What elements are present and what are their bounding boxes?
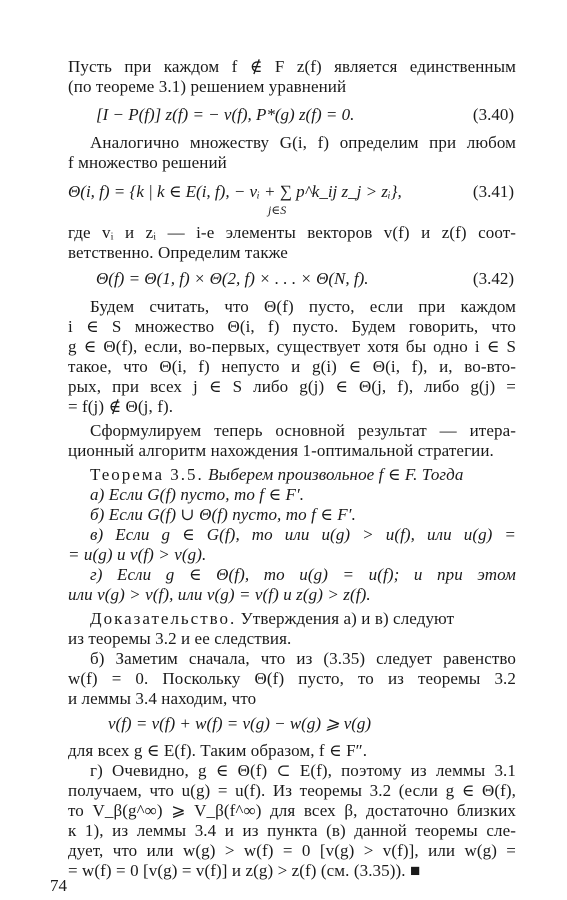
text-line: = w(f) = 0 [v(g) = v(f)] и z(g) > z(f) (см. (3.35)). ■ [68,861,421,880]
sum-index: j∈S [268,203,287,217]
text-line: ветственно. Определим также [68,243,288,262]
text-line: Сформулируем теперь основной результат — итера- [90,421,516,440]
text-line: i ∈ S множество Θ(i, f) пусто. Будем говорить, что [68,317,516,336]
text-line: получаем, что u(g) = u(f). Из теоремы 3.2 (если g ∈ Θ(f), [68,781,516,800]
proof-text: Утверждения а) и в) следуют [240,609,455,628]
theorem-item: а) Если G(f) пусто, то f ∈ F′. [90,485,305,504]
text-line: к 1), из леммы 3.4 и из пункта (в) данной теоремы сле- [68,821,516,840]
book-page [50,0,516,900]
theorem-item: в) Если g ∈ G(f), то или u(g) > u(f), или u(g) = [90,525,516,544]
text-line: б) Заметим сначала, что из (3.35) следует равенство [90,649,516,668]
proof-heading: Доказательство. [90,609,237,628]
theorem-heading: Теорема 3.5. [90,465,204,484]
text-line: и леммы 3.4 находим, что [68,689,257,708]
text-line: Пусть при каждом f ∉ F z(f) является единственным [68,57,516,76]
equation-formula: v(f) = v(f) + w(f) = v(g) − w(g) ⩾ v(g) [108,714,372,733]
text-line: ционный алгоритм нахождения 1-оптимальной стратегии. [68,441,494,460]
text-line: = f(j) ∉ Θ(j, f). [68,397,174,416]
equation-formula: [I − P(f)] z(f) = − v(f), P*(g) z(f) = 0. [96,105,355,124]
theorem-statement: Выберем произвольное f ∈ F. Тогда [208,465,464,484]
theorem-item: б) Если G(f) ∪ Θ(f) пусто, то f ∈ F′. [90,505,356,524]
equation-number: (3.42) [472,269,514,288]
text-line: дует, что или w(g) > w(f) = 0 [v(g) > v(f)], или w(g) = [68,841,516,860]
text-line: f множество решений [68,153,227,172]
text-line: (по теореме 3.1) решением уравнений [68,77,347,96]
text-line: Будем считать, что Θ(f) пусто, если при каждом [90,297,516,316]
text-line: g ∈ Θ(f), если, во-первых, существует хотя бы одно i ∈ S [68,337,516,356]
equation-formula: Θ(i, f) = {k | k ∈ E(i, f), − vᵢ + ∑ p^k_ij z_j > zᵢ}, [68,182,402,201]
text-line: w(f) = 0. Поскольку Θ(f) пусто, то из теоремы 3.2 [68,669,516,688]
text-line: Аналогично множеству G(i, f) определим при любом [90,133,516,152]
page-number: 74 [50,876,67,895]
theorem-item: г) Если g ∈ Θ(f), то u(g) = u(f); и при этом [90,565,516,584]
equation-number: (3.41) [472,182,514,201]
theorem-item: = u(g) и v(f) > v(g). [68,545,207,564]
equation-formula: Θ(f) = Θ(1, f) × Θ(2, f) × . . . × Θ(N, f). [96,269,369,288]
text-line: для всех g ∈ E(f). Таким образом, f ∈ F″. [68,741,368,760]
equation-number: (3.40) [472,105,514,124]
text-line: такое, что Θ(i, f) непусто и g(i) ∈ Θ(i, f), и, во-вто- [68,357,516,376]
theorem-heading-line [90,465,516,485]
text-line: из теоремы 3.2 и ее следствия. [68,629,292,648]
text-line: рых, при всех j ∈ S либо g(j) ∈ Θ(j, f), либо g(j) = [68,377,516,396]
proof-heading-line [90,609,516,629]
theorem-item: или v(g) > v(f), или v(g) = v(f) и z(g) > z(f). [68,585,371,604]
text-line: то V_β(g^∞) ⩾ V_β(f^∞) для всех β, достаточно близких [68,801,516,820]
text-line: г) Очевидно, g ∈ Θ(f) ⊂ E(f), поэтому из леммы 3.1 [90,761,516,780]
text-line: где vᵢ и zᵢ — i-е элементы векторов v(f) и z(f) соот- [68,223,516,242]
